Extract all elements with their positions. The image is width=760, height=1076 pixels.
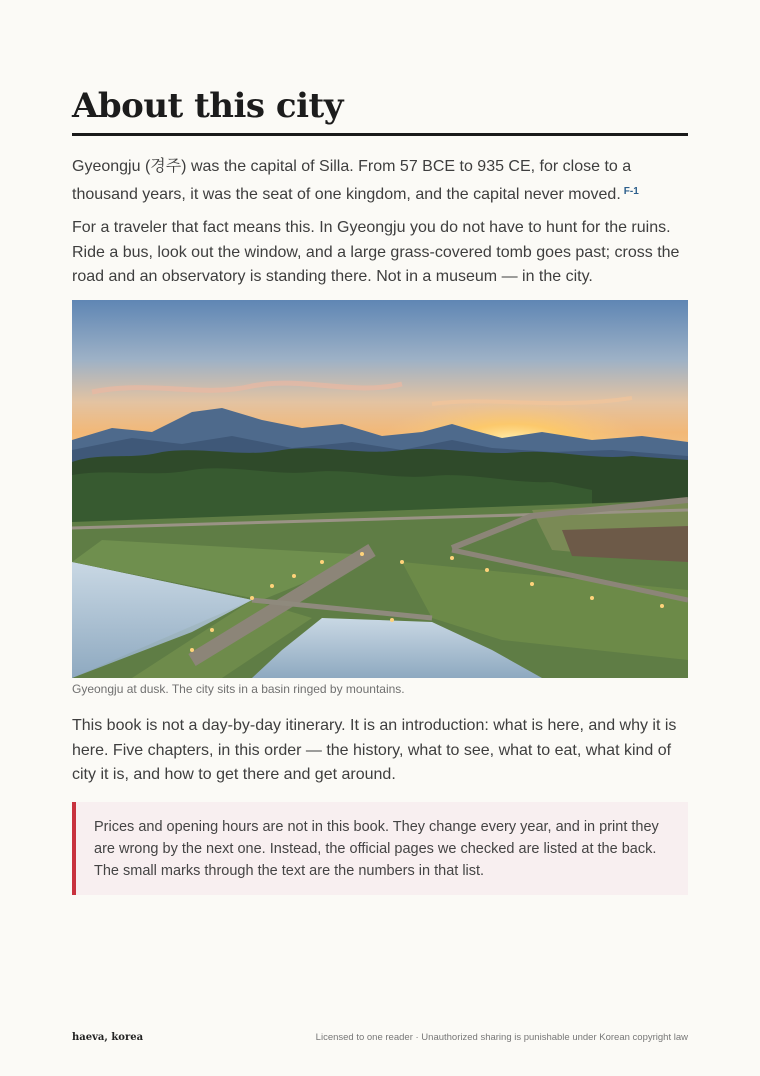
notice-box: [72, 802, 688, 895]
photo-caption: Gyeongju at dusk. The city sits in a basin ringed by mountains.: [72, 682, 405, 696]
intro-paragraph-text: Gyeongju (경주) was the capital of Silla. From 57 BCE to 935 CE, for close to a thousand years, it was the seat of one kingdom, and the capital never moved.: [72, 158, 632, 203]
intro-paragraph: [72, 155, 688, 207]
title-rule: [72, 133, 688, 136]
footnote-mark[interactable]: F-1: [623, 185, 639, 197]
book-overview-paragraph: This book is not a day-by-day itinerary. It is an introduction: what is here, and why it is here. Five chapters, in this order — the history, what to see, what to eat, what kind of city it is, and how to get there and get around.: [72, 717, 677, 783]
notice-text: Prices and opening hours are not in this book. They change every year, and in print they are wrong by the next one. Instead, the official pages we checked are listed at the back. The small marks through the text are the numbers in that list.: [94, 819, 659, 879]
page-title: About this city: [72, 86, 343, 126]
traveler-paragraph: For a traveler that fact means this. In Gyeongju you do not have to hunt for the ruins. Ride a bus, look out the window, and a large grass-covered tomb goes past; cross the road and an observatory is standing there. Not in a museum — in the city.: [72, 219, 680, 285]
footer-license: Licensed to one reader · Unauthorized sharing is punishable under Korean copyright law: [315, 1032, 688, 1043]
footer-brand: haeva, korea: [72, 1032, 144, 1043]
gyeongju-dusk-photo: [72, 300, 688, 678]
